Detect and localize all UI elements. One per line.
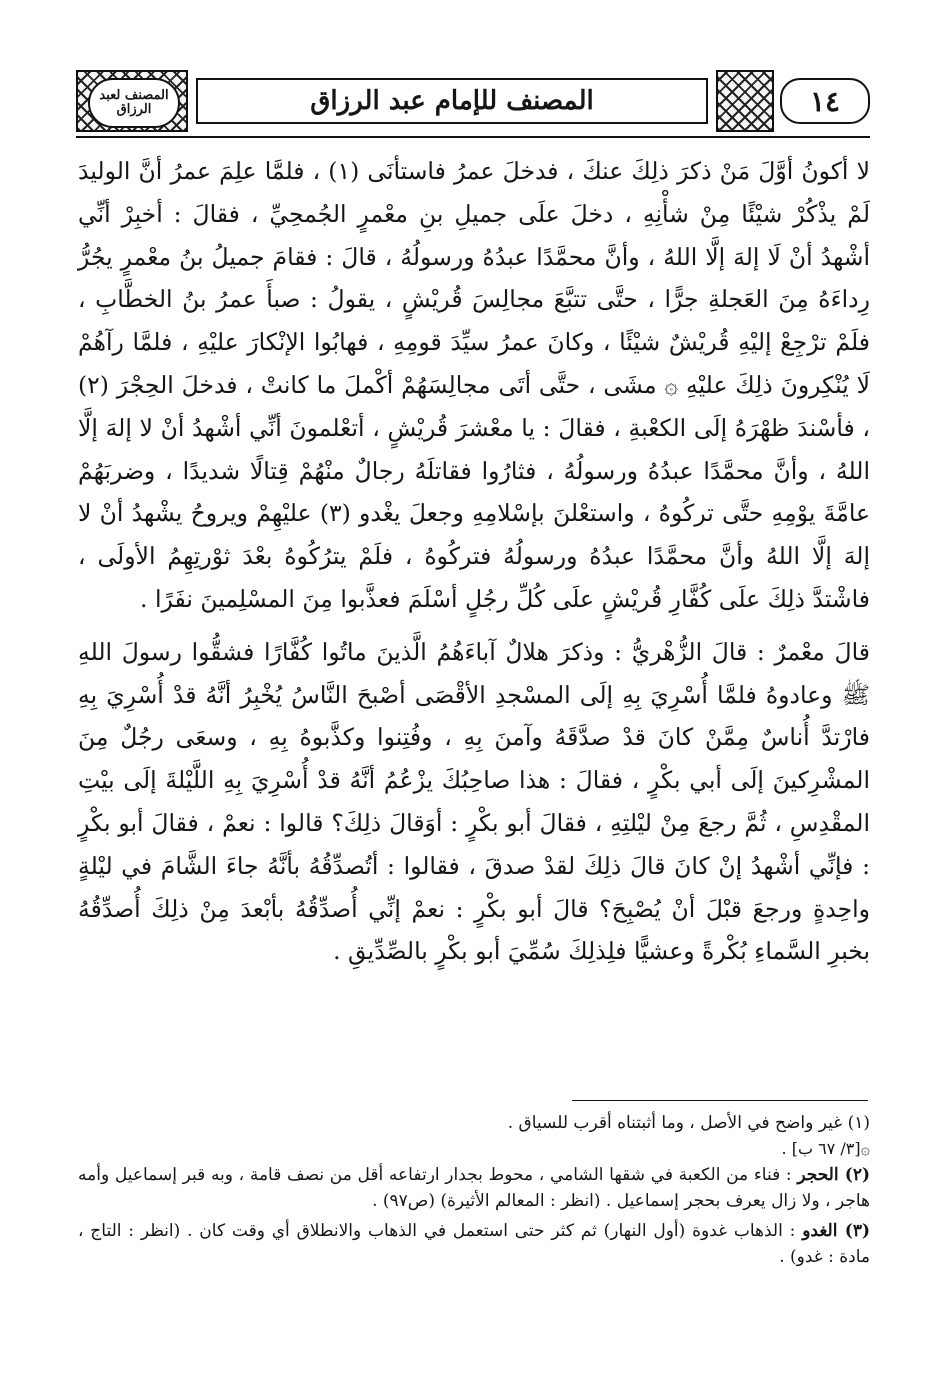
page-number-box: [780, 78, 870, 124]
footnote-2: [78, 1162, 870, 1214]
footnote-2-text: : فناء من الكعبة في شقها الشامي ، محوط بجدار ارتفاعه أقل من نصف قامة ، وبه قبر إسماعيل وأمه هاجر ، ولا زال يعرف بحجر إسماعيل . (انظر : المعالم الأثيرة) (ص٩٧) .: [78, 1165, 870, 1211]
page-number: ١٤: [809, 84, 841, 118]
book-title: المصنف للإمام عبد الرزاق: [310, 86, 594, 116]
page-header: [76, 70, 870, 132]
footnote-3: [78, 1218, 870, 1270]
footnote-2-term: (٢) الحجر: [797, 1165, 870, 1185]
manuscript-reference: ۞[٣/ ٦٧ ب] .: [781, 1139, 870, 1158]
header-ornament-left: [76, 70, 188, 132]
header-ornament-middle: [716, 70, 774, 132]
main-text: [78, 150, 870, 973]
footnote-3-term: (٣) الغدو: [802, 1221, 871, 1241]
footnote-separator: [572, 1100, 868, 1101]
header-rule: [76, 136, 870, 138]
paragraph-1: لا أكونُ أوَّلَ مَنْ ذكرَ ذلِكَ عنكَ ، فدخلَ عمرُ فاستأنَى (١) ، فلمَّا علِمَ عمرُ أنَّ الوليدَ لَمْ يذْكُرْ شيْئًا مِنْ شأْنِهِ ، دخلَ علَى جميلِ بنِ معْمرٍ الجُمحِيِّ ، فقالَ : أخبِرْ أنِّي أشْهدُ أنْ لَا إلهَ إلَّا اللهُ ، وأنَّ محمَّدًا عبدُهُ ورسولُهُ ، قالَ : فقامَ جميلُ بنُ معْمرٍ يجُرُّ رِداءَهُ مِنَ العَجلةِ جرًّا ، حتَّى تتبَّعَ مجالِسَ قُريْشٍ ، يقولُ : صبأَ عمرُ بنُ الخطَّابِ ، فلَمْ ترْجِعْ إليْهِ قُريْشٌ شيْئًا ، وكانَ عمرُ سيِّدَ قومِهِ ، فهابُوا الإنْكارَ عليْهِ ، فلمَّا رآهُمْ لَا يُنْكِرونَ ذلِكَ عليْهِ ۞ مشَى ، حتَّى أتَى مجالِسَهُمْ أكْملَ ما كانتْ ، فدخلَ الحِجْرَ (٢) ، فأسْندَ ظهْرَهُ إلَى الكعْبةِ ، فقالَ : يا معْشرَ قُريْشٍ ، أتعْلمونَ أنِّي أشْهدُ أنْ لا إلهَ إلَّا اللهُ ، وأنَّ محمَّدًا عبدُهُ ورسولُهُ ، فثارُوا فقاتلَهُ رجالٌ منْهُمْ قِتالًا شديدًا ، وضربَهُمْ عامَّةَ يوْمِهِ حتَّى تركُوهُ ، واستعْلنَ بإسْلامِهِ وجعلَ يغْدو (٣) عليْهِمْ ويروحُ يشْهدُ أنْ لا إلهَ إلَّا اللهُ وأنَّ محمَّدًا عبدُهُ ورسولُهُ فتركُوهُ ، فلَمْ يترُكُوهُ بعْدَ ثوْرتِهِمُ الأولَى ، فاشْتدَّ ذلِكَ علَى كُفَّارِ قُريْشٍ علَى كُلِّ رجُلٍ أسْلَمَ فعذَّبوا مِنَ المسْلِمينَ نفَرًا .: [78, 157, 871, 613]
footnote-3-text: : الذهاب غدوة (أول النهار) ثم كثر حتى استعمل في الذهاب والانطلاق أي وقت كان . (انظر : التاج ، مادة : غدو) .: [78, 1221, 870, 1267]
book-emblem: [88, 78, 180, 128]
header-title-box: [196, 78, 708, 124]
paragraph-2: قالَ معْمرٌ : قالَ الزُّهْريُّ : وذكرَ هلالٌ آباءَهُمُ الَّذينَ ماتُوا كُفَّارًا فشقُّوا رسولَ اللهِ ﷺ وعادوهُ فلمَّا أُسْرِيَ بِهِ إلَى المسْجدِ الأقْصَى أصْبحَ النَّاسُ يُخْبِرُ أنَّهُ قدْ أُسْرِيَ بِهِ فارْتدَّ أُناسٌ مِمَّنْ كانَ قدْ صدَّقَهُ وآمنَ بِهِ ، وفُتِنوا وكذَّبوهُ بِهِ ، وسعَى رجُلٌ مِنَ المشْرِكينَ إلَى أبي بكْرٍ ، فقالَ : هذا صاحِبُكَ يزْعُمُ أنَّهُ قدْ أُسْرِيَ بِهِ اللَّيْلةَ إلَى بيْتِ المقْدِسِ ، ثُمَّ رجعَ مِنْ ليْلتِهِ ، فقالَ أبو بكْرٍ : أوَقالَ ذلِكَ؟ قالوا : نعمْ ، فقالَ أبو بكْرٍ : فإنِّي أشْهدُ إنْ كانَ قالَ ذلِكَ لقدْ صدقَ ، فقالوا : أتُصدِّقُهُ بأنَّهُ جاءَ الشَّامَ في ليْلةٍ واحِدةٍ ورجعَ قبْلَ أنْ يُصْبِحَ؟ قالَ أبو بكْرٍ : نعمْ إنِّي أُصدِّقُهُ بأبْعدَ مِنْ ذلِكَ أُصدِّقُهُ بخبرِ السَّماءِ بُكْرةً وعشيًّا فلِذلِكَ سُمِّيَ أبو بكْرٍ بالصِّدِّيقِ .: [78, 637, 870, 966]
footnotes: [78, 1110, 870, 1270]
footnote-1: (١) غير واضح في الأصل ، وما أثبتناه أقرب للسياق .: [507, 1113, 870, 1133]
emblem-text: المصنف لعبد الرزاق: [99, 88, 169, 117]
